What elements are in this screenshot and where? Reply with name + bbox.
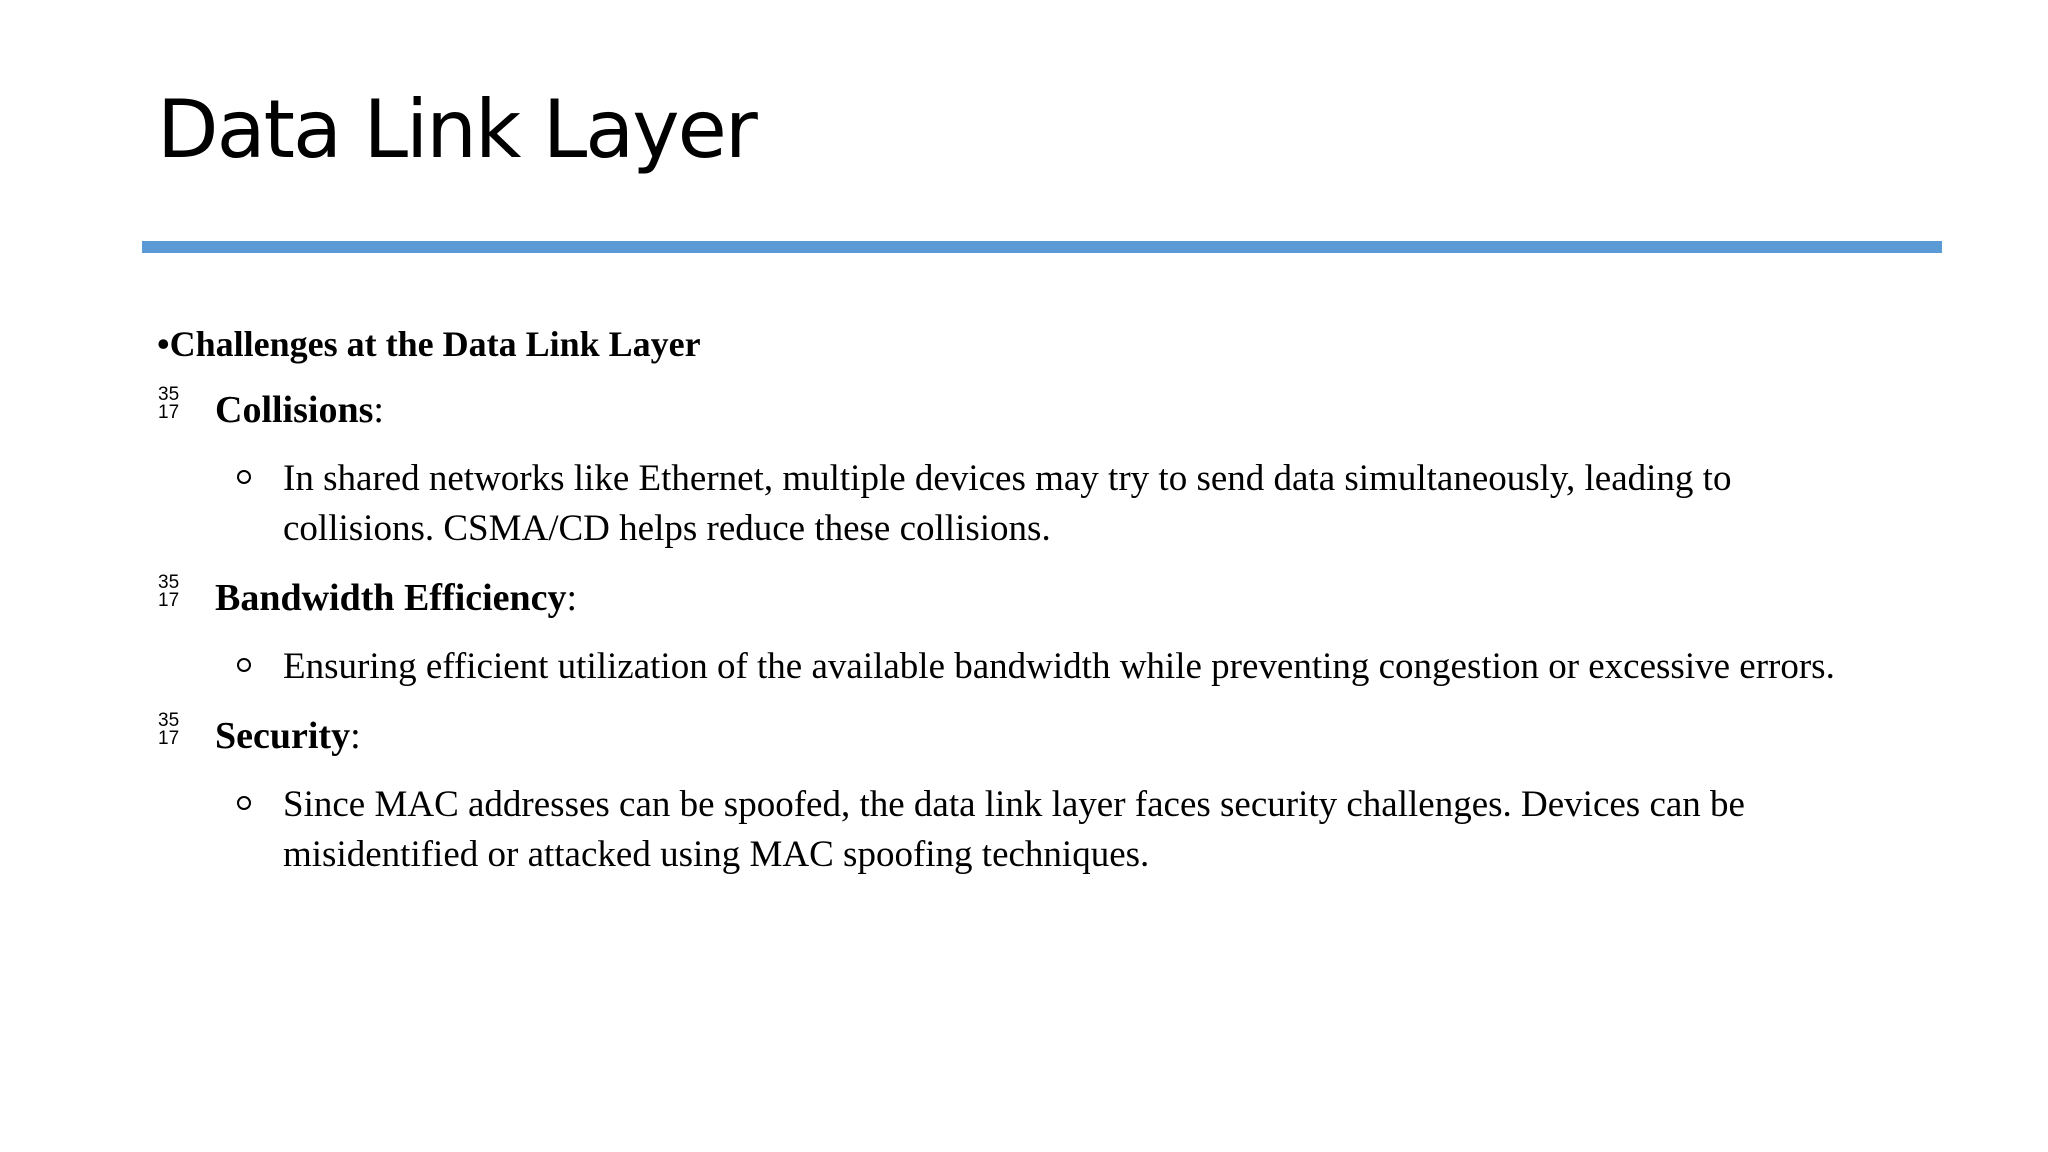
title-divider	[142, 241, 1942, 253]
item-title	[215, 715, 361, 757]
slide-title: Data Link Layer	[157, 83, 756, 176]
section-heading	[157, 322, 1877, 366]
heading-bullet: •	[157, 324, 170, 364]
subitem-text: Ensuring efficient utilization of the available bandwidth while preventing congestion or excessive errors.	[283, 646, 1835, 687]
item-title-suffix: :	[350, 715, 361, 757]
list-item-collisions	[157, 384, 1877, 432]
item-marker-top: 35	[158, 710, 180, 731]
list-subitem	[157, 780, 1877, 880]
slide-content	[157, 322, 1877, 902]
item-marker-bottom: 17	[158, 402, 180, 423]
subitem-text: In shared networks like Ethernet, multiple devices may try to send data simultaneously, leading to collisions. CSMA/CD helps reduce these collisions.	[283, 458, 1732, 549]
subitem-text: Since MAC addresses can be spoofed, the data link layer faces security challenges. Devices can be misidentified or attacked using MAC spoofing techniques.	[283, 784, 1745, 875]
list-subitem	[157, 642, 1877, 692]
list-item-security	[157, 710, 1877, 758]
item-marker-bottom: 17	[158, 590, 180, 611]
list-subitem	[157, 454, 1877, 554]
item-title-text: Collisions	[215, 389, 374, 431]
item-marker	[158, 386, 179, 422]
item-title-text: Security	[215, 715, 351, 757]
item-marker	[158, 712, 179, 748]
item-title-suffix: :	[566, 577, 578, 619]
hollow-circle-bullet-icon	[237, 796, 251, 810]
item-marker-top: 35	[158, 384, 180, 405]
list-item-bandwidth-efficiency	[157, 572, 1877, 620]
item-title-suffix: :	[373, 389, 384, 431]
item-title	[215, 577, 577, 619]
heading-text: Challenges at the Data Link Layer	[169, 324, 701, 364]
item-title-text: Bandwidth Efficiency	[215, 577, 567, 619]
item-title	[215, 389, 384, 431]
item-marker-bottom: 17	[158, 728, 180, 749]
item-marker-top: 35	[158, 572, 180, 593]
hollow-circle-bullet-icon	[237, 470, 251, 484]
item-marker	[158, 574, 179, 610]
hollow-circle-bullet-icon	[237, 658, 251, 672]
